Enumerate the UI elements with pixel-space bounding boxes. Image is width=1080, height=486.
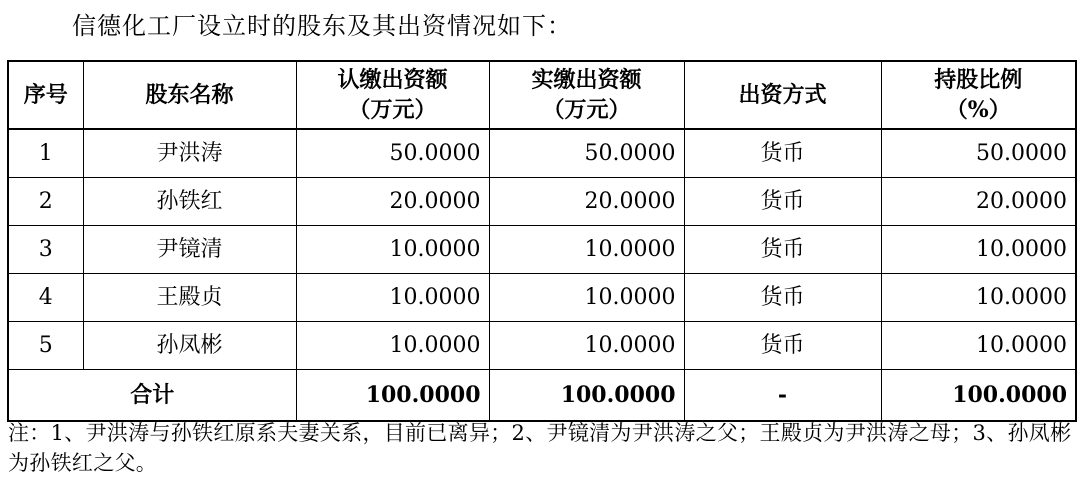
cell-name: 尹镜清: [83, 226, 296, 274]
total-label: 合计: [8, 370, 296, 422]
cell-name: 孙铁红: [83, 178, 296, 226]
header-subscribed-line1: 认缴出资额: [337, 67, 448, 93]
cell-method: 货币: [684, 178, 881, 226]
table-header-row: [8, 61, 1076, 129]
cell-name: 尹洪涛: [83, 129, 296, 178]
table-row: [8, 129, 1076, 178]
cell-paid: 10.0000: [489, 274, 684, 322]
header-ratio: [881, 61, 1076, 129]
header-paid: [489, 61, 684, 129]
table-row: [8, 322, 1076, 370]
header-ratio-line2: （%）: [945, 97, 1011, 123]
cell-ratio: 10.0000: [881, 226, 1076, 274]
cell-no: 1: [8, 129, 83, 178]
cell-no: 2: [8, 178, 83, 226]
cell-ratio: 10.0000: [881, 274, 1076, 322]
cell-subscribed: 10.0000: [296, 322, 489, 370]
cell-paid: 10.0000: [489, 322, 684, 370]
cell-name: 王殿贞: [83, 274, 296, 322]
total-paid: 100.0000: [489, 370, 684, 422]
shareholder-table: [7, 60, 1077, 422]
total-subscribed: 100.0000: [296, 370, 489, 422]
header-name: 股东名称: [83, 61, 296, 129]
cell-paid: 20.0000: [489, 178, 684, 226]
cell-ratio: 10.0000: [881, 322, 1076, 370]
header-paid-line1: 实缴出资额: [531, 67, 642, 93]
table-row: [8, 226, 1076, 274]
header-method: 出资方式: [684, 61, 881, 129]
total-method: -: [684, 370, 881, 422]
cell-paid: 50.0000: [489, 129, 684, 178]
cell-no: 4: [8, 274, 83, 322]
cell-no: 3: [8, 226, 83, 274]
cell-method: 货币: [684, 274, 881, 322]
total-row: [8, 370, 1076, 422]
cell-no: 5: [8, 322, 83, 370]
cell-subscribed: 10.0000: [296, 226, 489, 274]
cell-subscribed: 10.0000: [296, 274, 489, 322]
header-subscribed-line2: （万元）: [348, 97, 437, 123]
table-row: [8, 274, 1076, 322]
intro-text: 信德化工厂设立时的股东及其出资情况如下：: [72, 12, 572, 40]
header-ratio-line1: 持股比例: [934, 67, 1023, 93]
table-row: [8, 178, 1076, 226]
cell-method: 货币: [684, 129, 881, 178]
cell-subscribed: 50.0000: [296, 129, 489, 178]
cell-method: 货币: [684, 322, 881, 370]
header-paid-line2: （万元）: [542, 97, 631, 123]
footnote: 注：1、尹洪涛与孙铁红原系夫妻关系，目前已离异；2、尹镜清为尹洪涛之父；王殿贞为尹洪涛之母；3、孙凤彬为孙铁红之父。: [8, 421, 1072, 475]
cell-ratio: 20.0000: [881, 178, 1076, 226]
header-no: 序号: [8, 61, 83, 129]
cell-method: 货币: [684, 226, 881, 274]
cell-ratio: 50.0000: [881, 129, 1076, 178]
cell-name: 孙凤彬: [83, 322, 296, 370]
total-ratio: 100.0000: [881, 370, 1076, 422]
header-subscribed: [296, 61, 489, 129]
cell-paid: 10.0000: [489, 226, 684, 274]
cell-subscribed: 20.0000: [296, 178, 489, 226]
